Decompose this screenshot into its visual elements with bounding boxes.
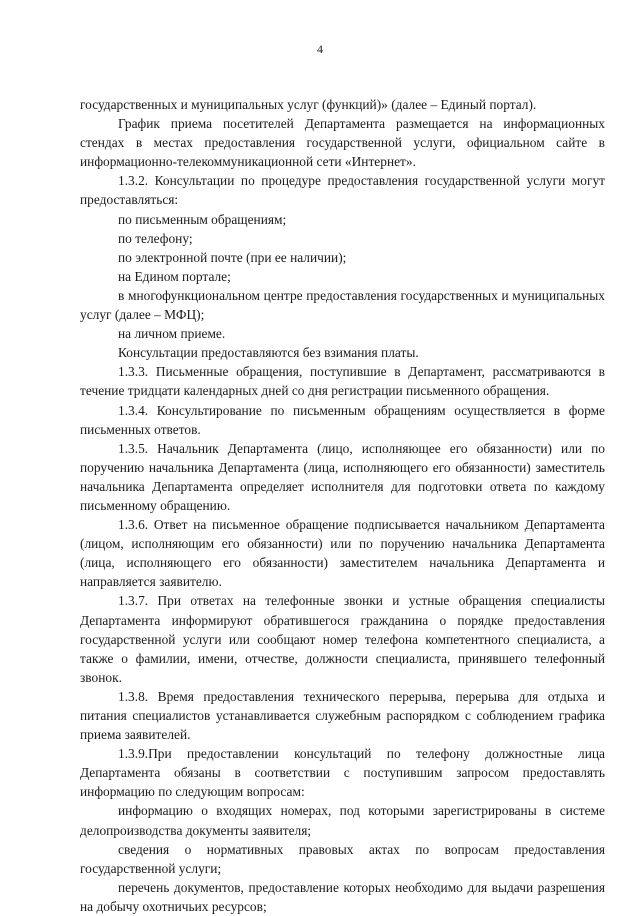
paragraph: в многофункциональном центре предоставления государственных и муниципальных услуг (далее – МФЦ); (80, 287, 605, 323)
paragraph: 1.3.3. Письменные обращения, поступившие в Департамент, рассматриваются в течение тридцати календарных дней со дня регистрации письменного обращения. (80, 364, 605, 399)
paragraph: 1.3.6. Ответ на письменное обращение подписывается начальником Департамента (лицом, исполняющим его обязанности) или по поручению начальника Департамента (лица, исполняющего его обязанности) заместителем начальника Департамента и направляется заявителю. (80, 517, 605, 590)
paragraph: 1.3.8. Время предоставления технического перерыва, перерыва для отдыха и питания специалистов устанавливается служебным распорядком с соблюдением графика приема заявителей. (80, 688, 605, 743)
paragraph: Консультации предоставляются без взимания платы. (118, 345, 419, 361)
paragraph: информацию о входящих номерах, под которыми зарегистрированы в системе делопроизводства документы заявителя; (80, 803, 605, 838)
paragraph: на личном приеме. (118, 326, 226, 342)
paragraph: государственных и муниципальных услуг (функций)» (далее – Единый портал). (80, 97, 537, 112)
page-number: 4 (317, 42, 323, 56)
paragraph: на Едином портале; (118, 268, 231, 284)
paragraph: 1.3.5. Начальник Департамента (лицо, исполняющее его обязанности) или по поручению начальника Департамента (лица, исполняющего его обязанности) заместитель начальника Департамента определяет исполнителя для подготовки ответа по каждому письменному обращению. (80, 440, 605, 513)
paragraph: 1.3.2. Консультации по процедуре предоставления государственной услуги могут предоставляться: (80, 173, 605, 208)
document-body (80, 95, 605, 916)
paragraph: 1.3.9.При предоставлении консультаций по телефону должностные лица Департамента обязаны в соответствии с поступившим запросом предоставлять информацию по следующим вопросам: (80, 746, 605, 800)
paragraph: перечень документов, предоставление которых необходимо для выдачи разрешения на добычу охотничьих ресурсов; (80, 879, 605, 914)
paragraph: 1.3.4. Консультирование по письменным обращениям осуществляется в форме письменных ответов. (80, 402, 605, 437)
paragraph: сведения о нормативных правовых актах по вопросам предоставления государственной услуги; (80, 841, 605, 876)
paragraph: 1.3.7. При ответах на телефонные звонки и устные обращения специалисты Департамента информируют обратившегося гражданина о порядке предоставления государственной услуги или сообщают номер телефона компетентного специалиста, а также о фамилии, имени, отчестве, должности специалиста, принявшего телефонный звонок. (80, 593, 605, 685)
paragraph: по электронной почте (при ее наличии); (118, 249, 347, 265)
paragraph: График приема посетителей Департамента размещается на информационных стендах в местах предоставления государственной услуги, официальном сайте в информационно-телекоммуникационной сети «Интернет». (80, 116, 605, 170)
paragraph: по телефону; (118, 230, 193, 246)
paragraph: по письменным обращениям; (118, 211, 287, 227)
